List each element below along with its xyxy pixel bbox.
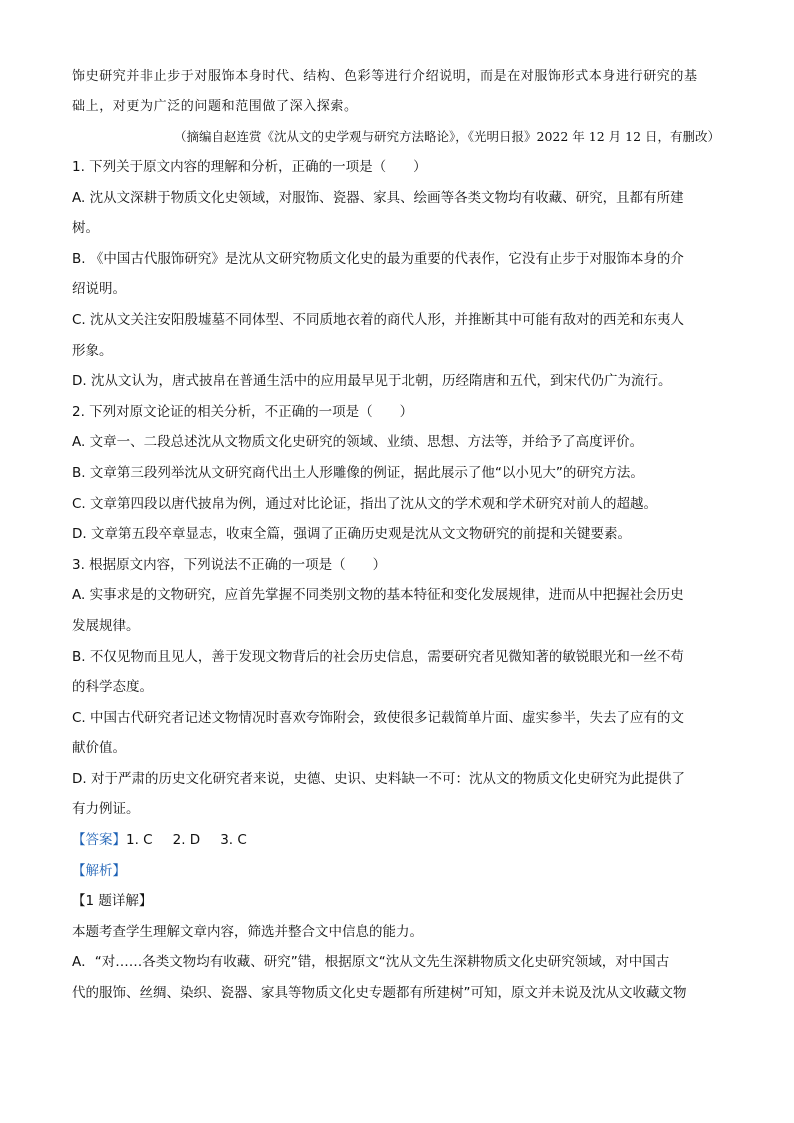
question-stem: 3. 根据原文内容，下列说法不正确的一项是（ ） <box>72 556 387 573</box>
option-line: C. 中国古代研究者记述文物情况时喜欢夸饰附会，致使很多记载简单片面、虚实参半，失去了应有的文 <box>72 709 685 726</box>
analysis-line: A．“对……各类文物均有收藏、研究”错，根据原文“沈从文先生深耕物质文化史研究领域，对中国古 <box>72 954 670 971</box>
answer-tag: 【答案】 <box>72 832 126 849</box>
option-line: 有力例证。 <box>72 801 140 818</box>
option-line: A. 实事求是的文物研究，应首先掌握不同类别文物的基本特征和变化发展规律，进而从中把握社会历史 <box>72 587 684 604</box>
document-page <box>72 62 722 1009</box>
answer-value: 3. C <box>220 832 247 849</box>
option-line: B. 不仅见物而且见人，善于发现文物背后的社会历史信息，需要研究者见微知著的敏锐眼光和一丝不苟 <box>72 648 684 665</box>
option-line: A. 文章一、二段总述沈从文物质文化史研究的领域、业绩、思想、方法等，并给予了高度评价。 <box>72 434 644 451</box>
passage-line: 础上，对更为广泛的问题和范围做了深入探索。 <box>72 99 358 114</box>
option-line: A. 沈从文深耕于物质文化史领域，对服饰、瓷器、家具、绘画等各类文物均有收藏、研究，且都有所建 <box>72 189 684 206</box>
passage-source: （摘编自赵连赏《沈从文的史学观与研究方法略论》，《光明日报》2022 年 12 月 12 日，有删改） <box>174 129 720 144</box>
option-line: B. 《中国古代服饰研究》是沈从文研究物质文化史的最为重要的代表作，它没有止步于对服饰本身的介 <box>72 250 684 267</box>
analysis-intro: 本题考查学生理解文章内容，筛选并整合文中信息的能力。 <box>72 923 423 940</box>
option-line: 形象。 <box>72 342 113 359</box>
option-line: C. 沈从文关注安阳殷墟墓不同体型、不同质地衣着的商代人形，并推断其中可能有敌对的西羌和东夷人 <box>72 311 685 328</box>
option-line: 献价值。 <box>72 740 126 757</box>
answer-value: 2. D <box>172 832 201 849</box>
answer-line <box>72 825 722 856</box>
question-stem: 1. 下列关于原文内容的理解和分析，正确的一项是（ ） <box>72 159 427 175</box>
option-line: 树。 <box>72 220 99 237</box>
option-line: D. 文章第五段卒章显志，收束全篇，强调了正确历史观是沈从文文物研究的前提和关键要素。 <box>72 526 631 543</box>
option-line: 发展规律。 <box>72 617 140 634</box>
analysis-subtag: 【1 题详解】 <box>72 893 153 910</box>
analysis-tag: 【解析】 <box>72 862 126 879</box>
option-line: 的科学态度。 <box>72 679 153 696</box>
answer-value: 1. C <box>126 832 153 849</box>
option-line: D. 沈从文认为，唐式披帛在普通生活中的应用最早见于北朝，历经隋唐和五代，到宋代仍广为流行。 <box>72 373 672 390</box>
option-line: D. 对于严肃的历史文化研究者来说，史德、史识、史料缺一不可：沈从文的物质文化史研究为此提供了 <box>72 770 685 787</box>
passage-line: 饰史研究并非止步于对服饰本身时代、结构、色彩等进行介绍说明，而是在对服饰形式本身进行研究的基 <box>72 69 698 84</box>
question-stem: 2. 下列对原文论证的相关分析，不正确的一项是（ ） <box>72 403 414 420</box>
option-line: B. 文章第三段列举沈从文研究商代出土人形雕像的例证，据此展示了他“以小见大”的研究方法。 <box>72 464 644 481</box>
analysis-line: 代的服饰、丝绸、染织、瓷器、家具等物质文化史专题都有所建树”可知，原文并未说及沈从文收藏文物 <box>72 985 687 1002</box>
option-line: C. 文章第四段以唐代披帛为例，通过对比论证，指出了沈从文的学术观和学术研究对前人的超越。 <box>72 495 658 512</box>
option-line: 绍说明。 <box>72 281 126 298</box>
